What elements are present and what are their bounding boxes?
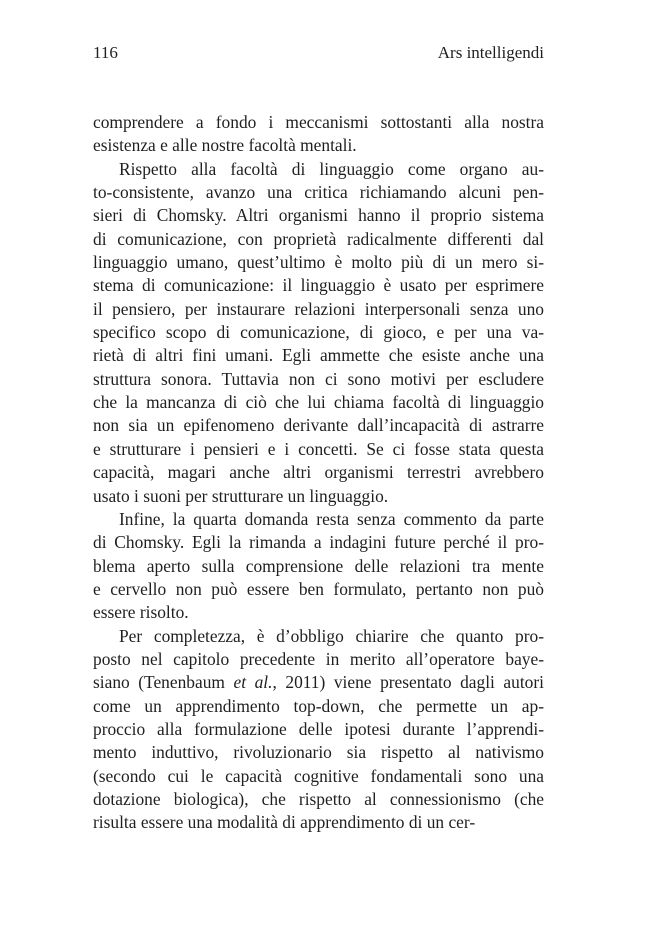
paragraph — [93, 508, 544, 625]
text-line: usato i suoni per strutturare un linguaggio. — [93, 485, 389, 506]
text-line: Per completezza, è d’obbligo chiarire che quanto pro- — [119, 625, 544, 646]
paragraph — [93, 158, 544, 508]
text-line: e cervello non può essere ben formulato, pertanto non può — [93, 578, 544, 599]
text-line — [93, 671, 544, 694]
text-line: comprendere a fondo i meccanismi sottostanti alla nostra — [93, 112, 544, 132]
text-line: (secondo cui le capacità cognitive fondamentali sono una — [93, 765, 544, 786]
text-line: come un apprendimento top-down, che permette un ap- — [93, 695, 544, 716]
text-line: struttura sonora. Tuttavia non ci sono motivi per escludere — [93, 368, 544, 389]
text-line: blema aperto sulla comprensione delle relazioni tra mente — [93, 555, 544, 576]
text-line: esistenza e alle nostre facoltà mentali. — [93, 135, 357, 156]
text-line: che la mancanza di ciò che lui chiama facoltà di linguaggio — [93, 392, 544, 413]
text-line: mento induttivo, rivoluzionario sia rispetto al nativismo — [93, 742, 544, 763]
text-line: sieri di Chomsky. Altri organismi hanno il proprio sistema — [93, 205, 544, 226]
paragraph — [93, 625, 544, 835]
italic-citation: et al. — [233, 672, 273, 693]
text-line: il pensiero, per instaurare relazioni interpersonali senza uno — [93, 298, 544, 319]
text-run: , 2011) viene presentato dagli autori — [272, 672, 544, 693]
body-text — [93, 111, 544, 835]
text-line: non sia un epifenomeno derivante dall’incapacità di astrarre — [93, 415, 544, 436]
text-line: capacità, magari anche altri organismi terrestri avrebbero — [93, 462, 544, 483]
text-line: posto nel capitolo precedente in merito all’operatore baye- — [93, 648, 544, 669]
text-line: specifico scopo di comunicazione, di gioco, e per una va- — [93, 322, 544, 343]
text-line: Infine, la quarta domanda resta senza commento da parte — [119, 508, 544, 529]
running-title: Ars intelligendi — [437, 43, 544, 62]
text-line: to-consistente, avanzo una critica richiamando alcuni pen- — [93, 182, 544, 203]
text-line: e strutturare i pensieri e i concetti. Se ci fosse stata questa — [93, 438, 544, 459]
text-line: essere risolto. — [93, 602, 189, 623]
text-line: risulta essere una modalità di apprendimento di un cer- — [93, 812, 476, 833]
paragraph — [93, 111, 544, 158]
page-number: 116 — [93, 43, 118, 62]
text-line: rietà di altri fini umani. Egli ammette che esiste anche una — [93, 345, 544, 366]
text-line: stema di comunicazione: il linguaggio è usato per esprimere — [93, 275, 544, 296]
text-run: siano (Tenenbaum — [93, 672, 234, 693]
text-line: linguaggio umano, quest’ultimo è molto più di un mero si- — [93, 252, 544, 273]
text-line: proccio alla formulazione delle ipotesi durante l’apprendi- — [93, 718, 544, 739]
text-line: dotazione biologica), che rispetto al connessionismo (che — [93, 788, 544, 809]
text-line: di Chomsky. Egli la rimanda a indagini future perché il pro- — [93, 532, 544, 553]
text-line: di comunicazione, con proprietà radicalmente differenti dal — [93, 228, 544, 249]
running-head — [93, 40, 544, 66]
text-line: Rispetto alla facoltà di linguaggio come organo au- — [119, 158, 544, 179]
